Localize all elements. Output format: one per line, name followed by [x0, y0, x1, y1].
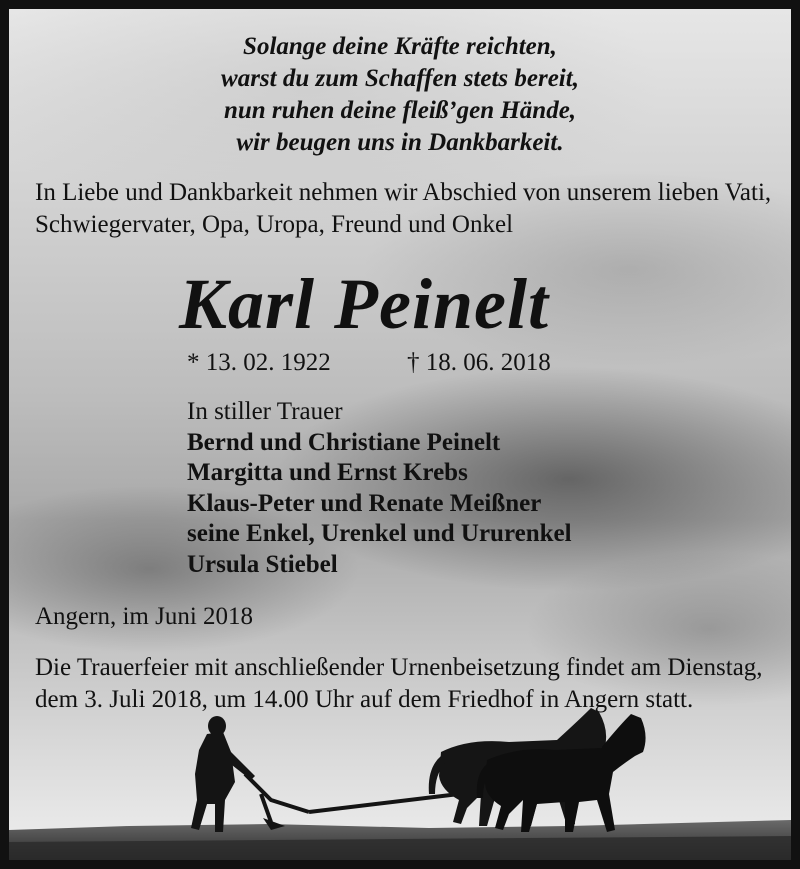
birth-date: * 13. 02. 1922 — [187, 349, 331, 376]
place-and-date: Angern, im Juni 2018 — [35, 603, 254, 630]
mourning-heading: In stiller Trauer — [187, 398, 343, 425]
memorial-poem — [9, 31, 791, 159]
mourners-block — [187, 397, 572, 580]
deceased-name: Karl Peinelt — [179, 264, 549, 344]
mourner-name: seine Enkel, Urenkel und Ururenkel — [187, 520, 572, 547]
farewell-intro: In Liebe und Dankbarkeit nehmen wir Abschied von unserem lieben Vati, Schwiegervater, Opa, Uropa, Freund und Onkel — [35, 179, 772, 238]
mourner-name: Bernd und Christiane Peinelt — [187, 428, 501, 456]
death-date: † 18. 06. 2018 — [407, 349, 551, 376]
plowing-silhouette-image — [9, 690, 791, 860]
poem-line: Solange deine Kräfte reichten, — [243, 33, 557, 60]
life-dates — [187, 347, 551, 379]
mourner-name: Margitta und Ernst Krebs — [187, 459, 468, 486]
funeral-info: Die Trauerfeier mit anschließender Urnenbeisetzung findet am Dienstag, dem 3. Juli 2018, um 14.00 Uhr auf dem Friedhof in Angern statt. — [35, 654, 763, 713]
mourner-name: Ursula Stiebel — [187, 550, 338, 578]
mourner-name: Klaus-Peter und Renate Meißner — [187, 489, 542, 517]
mourners-list — [187, 428, 572, 581]
poem-line: warst du zum Schaffen stets bereit, — [221, 65, 579, 92]
poem-line: wir beugen uns in Dankbarkeit. — [236, 129, 564, 156]
poem-line: nun ruhen deine fleiß’gen Hände, — [223, 97, 577, 124]
